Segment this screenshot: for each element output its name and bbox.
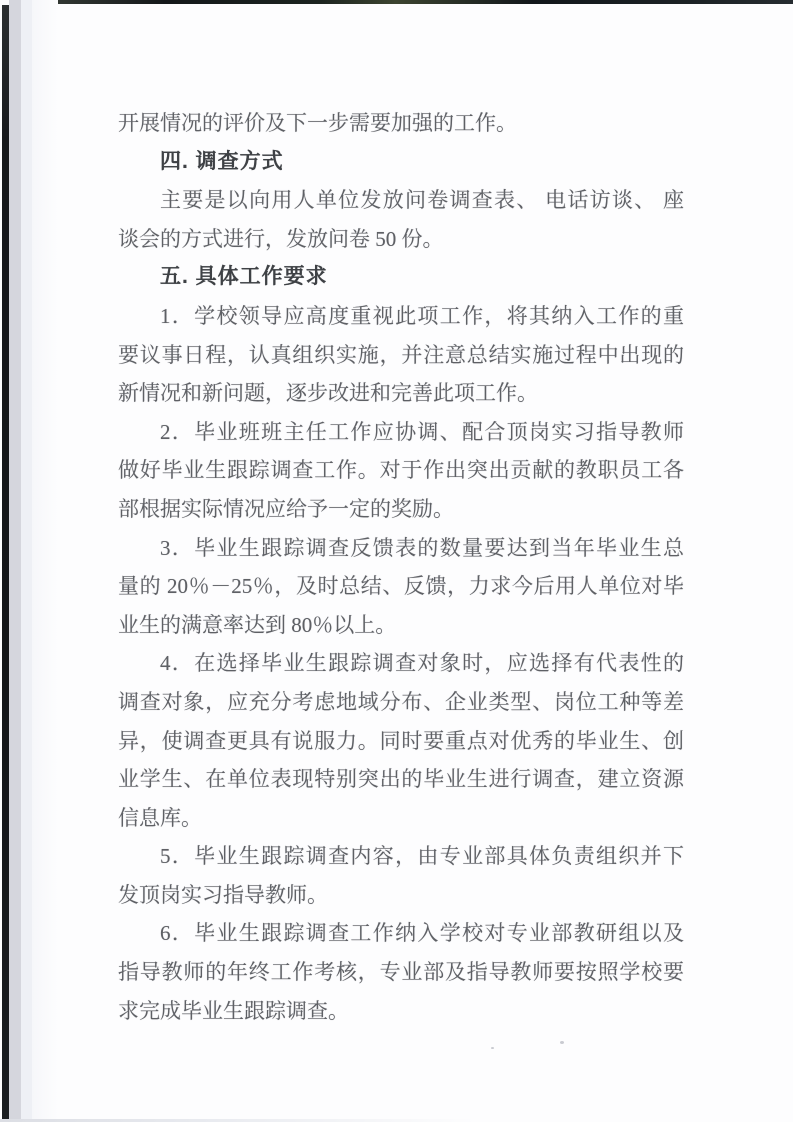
- section-heading: [118, 143, 684, 182]
- scan-edge-top: [28, 0, 793, 4]
- text-line: 新情况和新问题，逐步改进和完善此项工作。: [118, 381, 538, 406]
- text-line: 6．毕业生跟踪调查工作纳入学校对专业部教研组以及: [160, 921, 684, 946]
- text-line: 量的 20％－25％，及时总结、反馈，力求今后用人单位对毕: [118, 574, 684, 599]
- heading-text: 四. 调查方式: [160, 149, 284, 173]
- text-line: 做好毕业生跟踪调查工作。对于作出突出贡献的教职员工各: [118, 458, 684, 483]
- text-line: 信息库。: [118, 805, 202, 830]
- paragraph: [118, 529, 684, 645]
- paragraph: [118, 413, 684, 529]
- text-line: 部根据实际情况应给予一定的奖励。: [118, 496, 454, 521]
- text-line: 异，使调查更具有说服力。同时要重点对优秀的毕业生、创: [118, 728, 684, 753]
- text-line: 1．学校领导应高度重视此项工作，将其纳入工作的重: [160, 303, 684, 328]
- paragraph: [118, 297, 684, 413]
- text-line: 3．毕业生跟踪调查反馈表的数量要达到当年毕业生总: [160, 535, 684, 560]
- text-line: 发顶岗实习指导教师。: [118, 882, 328, 907]
- section-heading: [118, 258, 684, 297]
- document-content: [118, 104, 684, 1030]
- text-line: 业生的满意率达到 80％以上。: [118, 612, 397, 637]
- paragraph: [118, 837, 684, 914]
- paragraph: [118, 104, 684, 143]
- scan-edge-left-light: [21, 0, 32, 1122]
- scan-noise-speck: [560, 1041, 564, 1044]
- scan-noise-speck: [491, 1047, 494, 1049]
- paragraph: [118, 644, 684, 837]
- text-line: 业学生、在单位表现特别突出的毕业生进行调查，建立资源: [118, 767, 684, 792]
- text-line: 求完成毕业生跟踪调查。: [118, 998, 349, 1023]
- text-line: 指导教师的年终工作考核，专业部及指导教师要按照学校要: [118, 960, 684, 985]
- text-line: 5．毕业生跟踪调查内容，由专业部具体负责组织并下: [160, 844, 684, 869]
- paragraph: [118, 914, 684, 1030]
- scan-edge-left-gray: [9, 0, 21, 1122]
- text-line: 开展情况的评价及下一步需要加强的工作。: [118, 111, 517, 135]
- text-line: 主要是以向用人单位发放问卷调查表、 电话访谈、 座: [160, 188, 684, 213]
- scan-edge-left-dark: [2, 5, 9, 1122]
- text-line: 2．毕业班班主任工作应协调、配合顶岗实习指导教师: [160, 419, 684, 444]
- text-line: 调查对象，应充分考虑地域分布、企业类型、岗位工种等差: [118, 689, 684, 714]
- text-line: 谈会的方式进行，发放问卷 50 份。: [118, 226, 444, 251]
- text-line: 4．在选择毕业生跟踪调查对象时，应选择有代表性的: [160, 651, 684, 676]
- heading-text: 五. 具体工作要求: [160, 265, 328, 289]
- text-line: 要议事日程，认真组织实施，并注意总结实施过程中出现的: [118, 342, 684, 367]
- paragraph: [118, 181, 684, 258]
- scan-edge-left-fade: [32, 0, 58, 1122]
